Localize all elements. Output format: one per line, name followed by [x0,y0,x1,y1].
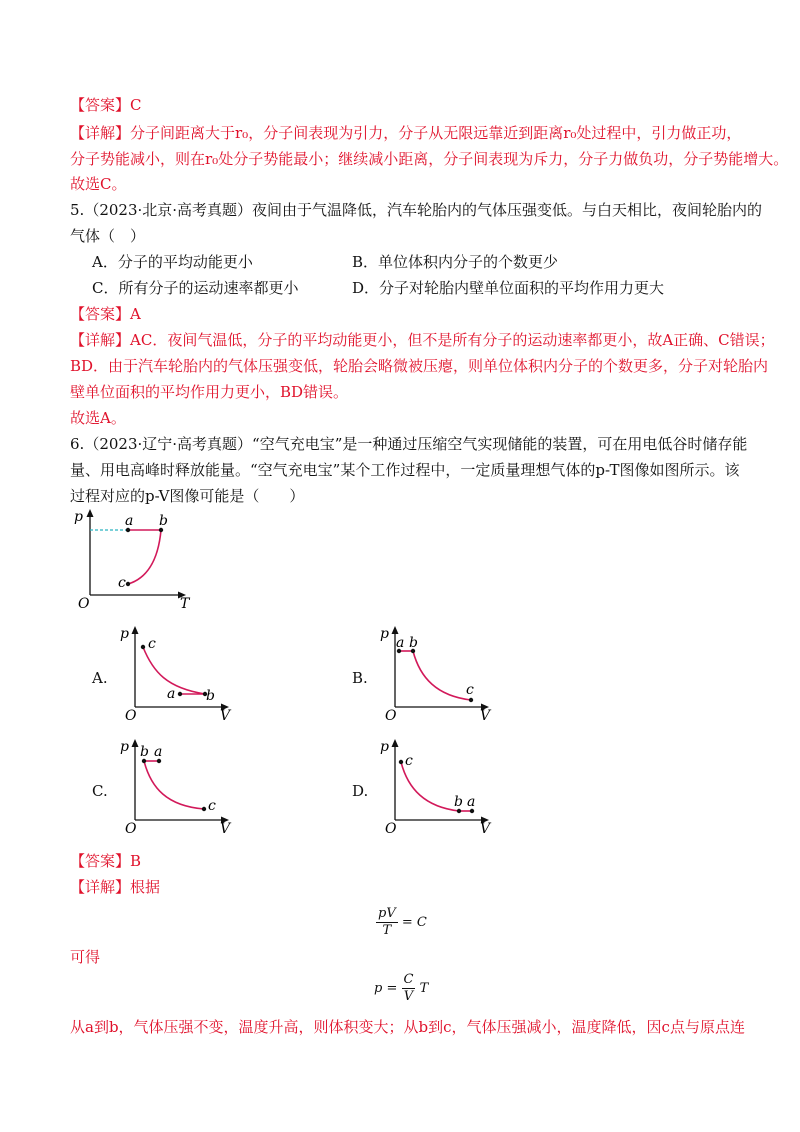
q5-answer [70,303,141,325]
q5-detail-line4: 故选A。 [70,409,126,427]
detail-tag: 【详解】 [70,878,131,896]
q5-option-c: C．所有分子的运动速率都更小 [92,279,299,297]
q5-option-d: D．分子对轮胎内壁单位面积的平均作用力更大 [352,279,665,297]
formula-ideal-gas [376,906,427,939]
question-stem: 夜间由于气温降低，汽车轮胎内的气体压强变低。与白天相比，夜间轮胎内的 [252,201,763,219]
point-c [399,760,403,764]
question-stem: “空气充电宝”是一种通过压缩空气实现储能的装置，可在用电低谷时储存能 [252,435,748,453]
detail-text: AC．夜间气温低，分子的平均动能更小，但不是所有分子的运动速率都更小，故A正确、C错误； [130,331,775,349]
rhs: T [419,981,429,996]
fraction [376,906,398,939]
answer-tag: 【答案】 [70,852,131,870]
q4-detail-line3: 故选C。 [70,175,127,193]
main-pt-graph [70,505,200,615]
curve [401,762,459,811]
label-2: b [409,635,418,651]
answer-tag: 【答案】 [70,96,131,114]
point-c [126,582,130,586]
answer-value: B [130,852,142,870]
lhs: p = [374,981,398,996]
q6-kede: 可得 [70,948,101,966]
x-axis-label: V [220,821,231,837]
q4-detail-line2 [70,148,788,170]
label-b: b [159,513,168,529]
q5-detail-line1 [70,329,775,351]
label-2: a [167,686,176,702]
detail-text: 分子间距离大于r₀，分子间表现为引力，分子从无限远靠近到距离r₀处过程中，引力做正功， [130,124,742,142]
numerator: C [403,972,414,987]
numerator: pV [378,906,396,921]
q5-detail-line2: BD．由于汽车轮胎内的气体压强变低，轮胎会略微被压瘪，则单位体积内分子的个数更多，分子对轮胎内 [70,357,769,375]
label-3: c [466,682,474,698]
label-c: c [118,575,126,591]
bc-curve [413,651,471,700]
denominator: T [382,923,392,938]
x-axis-label: V [220,708,231,724]
y-axis-label: p [120,739,129,755]
x-axis-label: V [480,821,491,837]
y-axis-arrow-icon [392,626,399,634]
answer-value: A [130,305,141,323]
option-c-graph [115,733,240,838]
formula-p-t [374,972,428,1005]
x-axis-label: V [480,708,491,724]
option-a-graph [115,620,240,725]
q6-option-a-label: A. [92,669,108,687]
detail-tag: 【详解】 [70,124,131,142]
option-d-graph [375,733,500,838]
rhs: = C [401,915,427,930]
cb-curve [128,530,161,584]
q4-answer [70,94,142,116]
point-a [178,692,182,696]
answer-tag: 【答案】 [70,305,131,323]
q5-option-b: B．单位体积内分子的个数更少 [352,253,559,271]
question-number: 6. [70,435,85,453]
label-2: b [454,794,463,810]
curve [144,761,204,809]
q6-stem-line2: 量、用电高峰时释放能量。“空气充电宝”某个工作过程中，一定质量理想气体的p-T图像如图所示。该 [70,461,740,479]
origin-label: O [385,708,397,724]
q6-stem-line3: 过程对应的p-V图像可能是（ ） [70,487,305,505]
q5-detail-line3: 壁单位面积的平均作用力更小，BD错误。 [70,383,349,401]
q6-detail-intro [70,876,160,898]
y-axis-label: p [74,509,83,525]
option-b-graph [375,620,500,725]
q6-detail-last: 从a到b，气体压强不变，温度升高，则体积变大；从b到c，气体压强减小，温度降低，因c点与原点连 [70,1018,745,1036]
point-c [202,807,206,811]
label-1: b [140,744,149,760]
label-a: a [125,513,134,529]
fraction [402,972,416,1005]
label-3: b [206,688,215,704]
q5-stem-line1 [70,199,762,221]
q6-option-b-label: B. [352,669,368,687]
q5-stem-line2: 气体（ ） [70,227,146,245]
y-axis-arrow-icon [392,739,399,747]
detail-prefix: 分 [70,150,86,168]
q6-stem-line1 [70,433,747,455]
origin-label: O [125,821,137,837]
question-source: （2023·辽宁·高考真题） [84,435,253,453]
q4-detail-line1 [70,122,741,144]
origin-label: O [125,708,137,724]
y-axis-label: p [380,739,389,755]
label-2: a [154,744,163,760]
detail-text: 子势能减小，则在r₀处分子势能最小；继续减小距离，分子间表现为斥力，分子力做负功，分子势能增大。 [85,150,789,168]
y-axis-arrow-icon [87,509,94,517]
q6-answer [70,850,141,872]
x-axis-label: T [180,596,190,612]
denominator: V [403,989,414,1004]
point-c [141,645,145,649]
q6-option-d-label: D. [352,782,369,800]
detail-tag: 【详解】 [70,331,131,349]
y-axis-label: p [380,626,389,642]
label-3: a [467,794,476,810]
question-source: （2023·北京·高考真题） [84,201,253,219]
q5-option-a: A．分子的平均动能更小 [92,253,253,271]
label-1: c [148,636,156,652]
y-axis-arrow-icon [132,739,139,747]
label-1: c [405,753,413,769]
point-c [469,698,473,702]
label-1: a [396,635,405,651]
q6-option-c-label: C. [92,782,108,800]
origin-label: O [385,821,397,837]
answer-value: C [130,96,142,114]
detail-text: 根据 [130,878,161,896]
label-3: c [208,798,216,814]
y-axis-label: p [120,626,129,642]
question-number: 5. [70,201,85,219]
origin-label: O [78,596,90,612]
y-axis-arrow-icon [132,626,139,634]
